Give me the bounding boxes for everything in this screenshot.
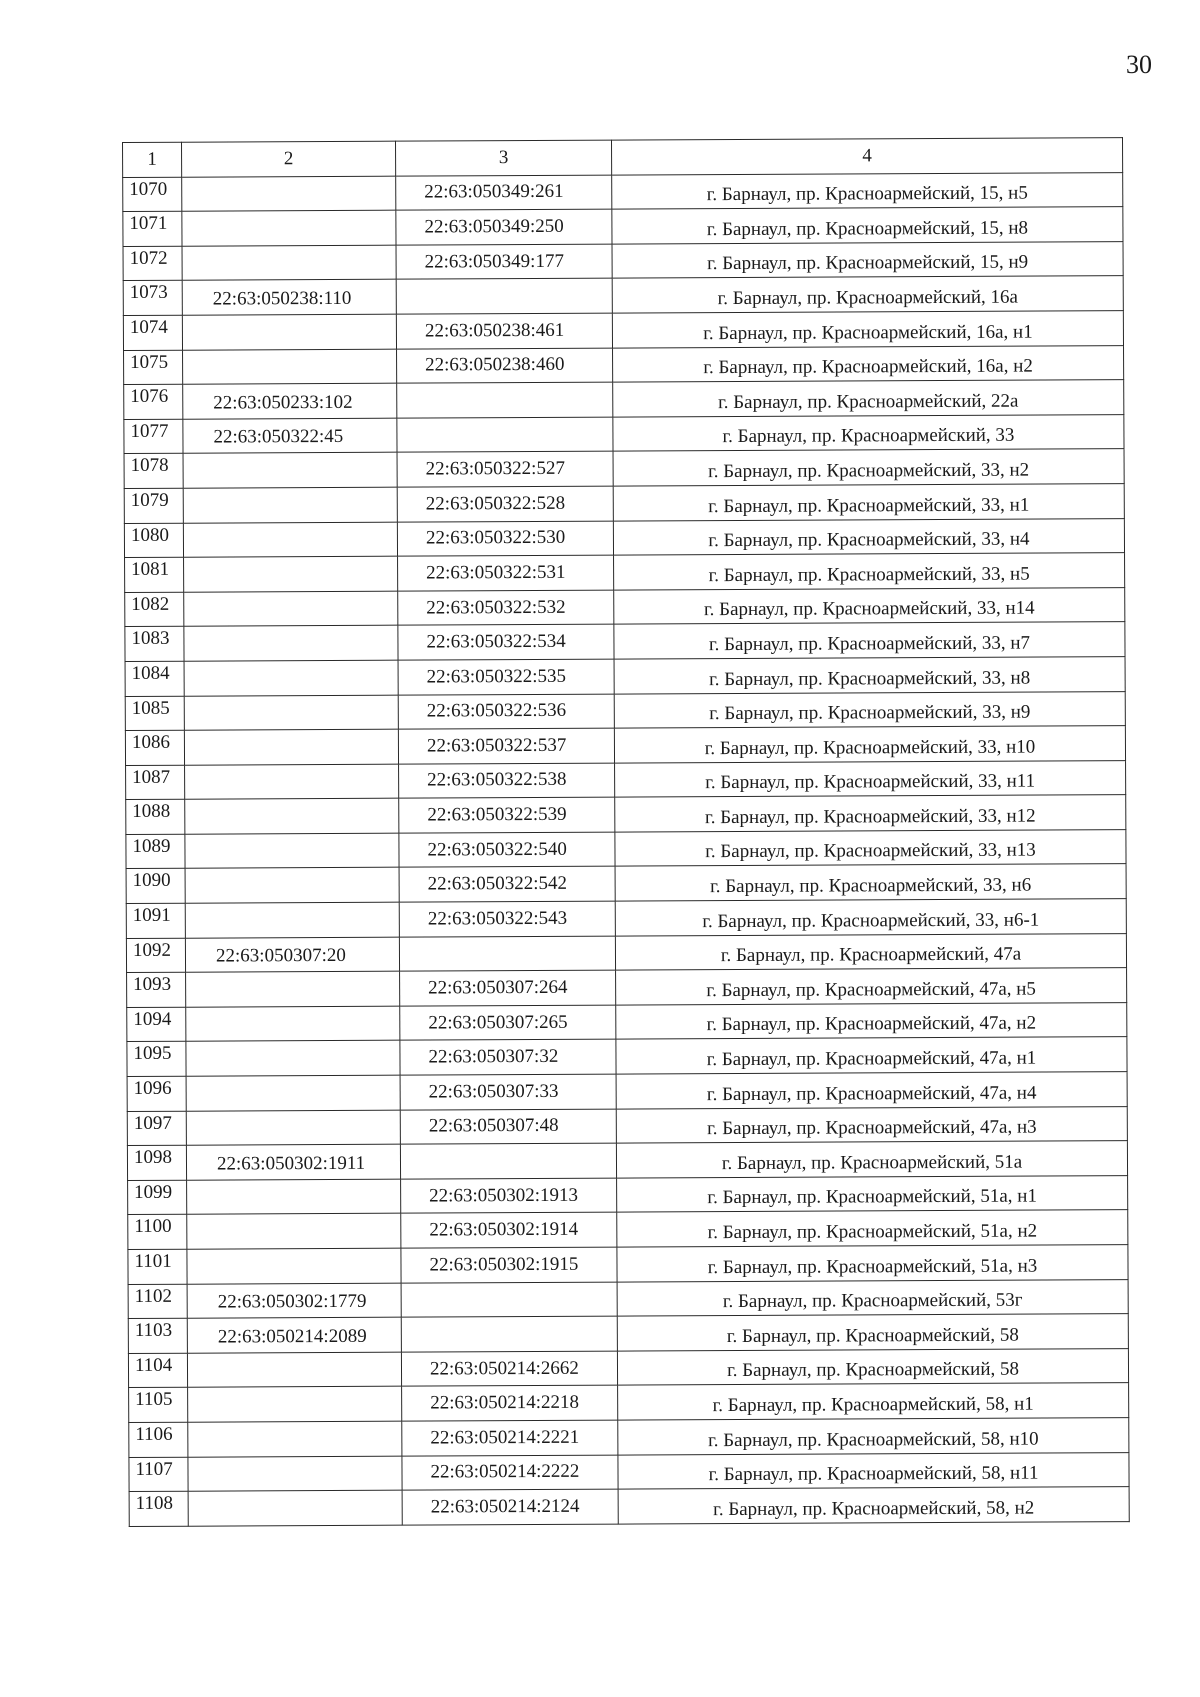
address-cell: г. Барнаул, пр. Красноармейский, 33, н6	[615, 864, 1126, 901]
table-row	[127, 1141, 1127, 1180]
address-cell: г. Барнаул, пр. Красноармейский, 33, н6-1	[615, 899, 1126, 936]
column-header-4: 4	[611, 138, 1122, 175]
table-row	[128, 1314, 1128, 1353]
address-cell: г. Барнаул, пр. Красноармейский, 16а, н2	[613, 345, 1124, 382]
table-row	[129, 1452, 1129, 1491]
cadastral-number-col2: 22:63:050307:20	[185, 937, 399, 973]
table-row	[124, 449, 1124, 488]
table-row	[127, 1106, 1127, 1145]
cadastral-number-col3: 22:63:050214:2222	[402, 1455, 618, 1491]
address-cell: г. Барнаул, пр. Красноармейский, 47а, н5	[616, 968, 1127, 1005]
cadastral-number-col3	[399, 936, 615, 972]
cadastral-number-col3: 22:63:050307:48	[400, 1109, 616, 1145]
address-cell: г. Барнаул, пр. Красноармейский, 58, н10	[618, 1418, 1129, 1455]
address-cell: г. Барнаул, пр. Красноармейский, 58, н11	[618, 1452, 1129, 1489]
cadastral-number-col2	[186, 1110, 400, 1146]
table-row	[127, 1037, 1127, 1076]
row-number: 1091	[126, 903, 185, 938]
table-row	[124, 518, 1124, 557]
registry-table	[122, 137, 1130, 1527]
row-number: 1094	[127, 1007, 186, 1042]
cadastral-number-col2	[186, 1006, 400, 1042]
address-cell: г. Барнаул, пр. Красноармейский, 16а, н1	[612, 311, 1123, 348]
table-row	[126, 899, 1126, 938]
table-row	[128, 1245, 1128, 1284]
table-row	[127, 1002, 1127, 1041]
row-number: 1092	[126, 938, 185, 973]
address-cell: г. Барнаул, пр. Красноармейский, 51а, н3	[617, 1245, 1128, 1282]
row-number: 1093	[127, 972, 186, 1007]
cadastral-number-col2	[185, 902, 399, 938]
cadastral-number-col2	[185, 764, 399, 800]
address-cell: г. Барнаул, пр. Красноармейский, 16а	[612, 276, 1123, 313]
address-cell: г. Барнаул, пр. Красноармейский, 33, н10	[614, 726, 1125, 763]
row-number: 1080	[124, 523, 183, 558]
address-cell: г. Барнаул, пр. Красноармейский, 33, н5	[614, 553, 1125, 590]
cadastral-number-col2	[183, 453, 397, 489]
row-number: 1088	[126, 799, 185, 834]
table-row	[124, 380, 1124, 419]
cadastral-number-col2	[183, 487, 397, 523]
cadastral-number-col2	[184, 591, 398, 627]
row-number: 1104	[128, 1353, 187, 1388]
address-cell: г. Барнаул, пр. Красноармейский, 47а, н1	[616, 1037, 1127, 1074]
table-row	[125, 657, 1125, 696]
row-number: 1077	[124, 419, 183, 454]
row-number: 1098	[127, 1145, 186, 1180]
cadastral-number-col3: 22:63:050214:2124	[402, 1489, 618, 1525]
row-number: 1108	[129, 1491, 188, 1526]
cadastral-number-col2: 22:63:050302:1779	[187, 1283, 401, 1319]
cadastral-number-col3: 22:63:050307:33	[400, 1074, 616, 1110]
table-row	[125, 553, 1125, 592]
row-number: 1096	[127, 1076, 186, 1111]
table-row	[128, 1175, 1128, 1214]
address-cell: г. Барнаул, пр. Красноармейский, 33, н7	[614, 622, 1125, 659]
row-number: 1070	[123, 177, 182, 212]
row-number: 1071	[123, 211, 182, 246]
row-number: 1075	[124, 350, 183, 385]
cadastral-number-col3: 22:63:050349:250	[396, 209, 612, 245]
address-cell: г. Барнаул, пр. Красноармейский, 15, н8	[612, 207, 1123, 244]
table-row	[127, 1072, 1127, 1111]
cadastral-number-col3: 22:63:050322:530	[397, 521, 613, 557]
cadastral-number-col2	[184, 695, 398, 731]
address-cell: г. Барнаул, пр. Красноармейский, 33, н12	[615, 795, 1126, 832]
cadastral-number-col2	[186, 971, 400, 1007]
cadastral-number-col3	[397, 382, 613, 418]
address-cell: г. Барнаул, пр. Красноармейский, 33, н1	[613, 484, 1124, 521]
table-row	[125, 726, 1125, 765]
table-row	[125, 622, 1125, 661]
cadastral-number-col2	[187, 1214, 401, 1250]
row-number: 1101	[128, 1249, 187, 1284]
cadastral-number-col2	[187, 1179, 401, 1215]
cadastral-number-col2	[185, 798, 399, 834]
cadastral-number-col3: 22:63:050307:264	[400, 970, 616, 1006]
table-row	[123, 241, 1123, 280]
row-number: 1084	[125, 661, 184, 696]
cadastral-number-col3: 22:63:050238:461	[396, 313, 612, 349]
row-number: 1081	[125, 557, 184, 592]
row-number: 1089	[126, 834, 185, 869]
cadastral-number-col3	[401, 1316, 617, 1352]
row-number: 1102	[128, 1284, 187, 1319]
table-row	[128, 1348, 1128, 1387]
cadastral-number-col3: 22:63:050322:532	[398, 590, 614, 626]
table-row	[123, 276, 1123, 315]
cadastral-number-col2: 22:63:050322:45	[183, 418, 397, 454]
address-cell: г. Барнаул, пр. Красноармейский, 33, н11	[615, 760, 1126, 797]
row-number: 1090	[126, 869, 185, 904]
row-number: 1106	[129, 1422, 188, 1457]
address-cell: г. Барнаул, пр. Красноармейский, 15, н9	[612, 241, 1123, 278]
cadastral-number-col2	[182, 245, 396, 281]
row-number: 1087	[126, 765, 185, 800]
page-number: 30	[1126, 50, 1152, 79]
table-row	[128, 1279, 1128, 1318]
cadastral-number-col2	[188, 1421, 402, 1457]
row-number: 1095	[127, 1042, 186, 1077]
address-cell: г. Барнаул, пр. Красноармейский, 22а	[613, 380, 1124, 417]
cadastral-number-col2	[182, 314, 396, 350]
cadastral-number-col3: 22:63:050322:537	[398, 728, 614, 764]
address-cell: г. Барнаул, пр. Красноармейский, 58, н2	[618, 1487, 1129, 1524]
address-cell: г. Барнаул, пр. Красноармейский, 58, н1	[618, 1383, 1129, 1420]
cadastral-number-col2: 22:63:050233:102	[183, 383, 397, 419]
cadastral-number-col3: 22:63:050238:460	[397, 348, 613, 384]
cadastral-number-col3: 22:63:050322:536	[398, 694, 614, 730]
table-row	[123, 172, 1123, 211]
cadastral-number-col3: 22:63:050322:527	[397, 451, 613, 487]
address-cell: г. Барнаул, пр. Красноармейский, 33, н8	[614, 657, 1125, 694]
table-header-row	[123, 138, 1123, 177]
cadastral-number-col2	[183, 522, 397, 558]
table-row	[125, 587, 1125, 626]
address-cell: г. Барнаул, пр. Красноармейский, 47а, н3	[616, 1106, 1127, 1143]
table-row	[129, 1487, 1129, 1526]
cadastral-number-col2	[183, 349, 397, 385]
address-cell: г. Барнаул, пр. Красноармейский, 53г	[617, 1279, 1128, 1316]
cadastral-number-col3: 22:63:050214:2221	[402, 1420, 618, 1456]
cadastral-number-col2	[186, 1075, 400, 1111]
cadastral-number-col3: 22:63:050214:2662	[401, 1351, 617, 1387]
address-cell: г. Барнаул, пр. Красноармейский, 47а	[615, 933, 1126, 970]
row-number: 1072	[123, 246, 182, 281]
cadastral-number-col2	[185, 868, 399, 904]
row-number: 1099	[128, 1180, 187, 1215]
cadastral-number-col3: 22:63:050307:32	[400, 1040, 616, 1076]
row-number: 1073	[123, 281, 182, 316]
address-cell: г. Барнаул, пр. Красноармейский, 33, н2	[613, 449, 1124, 486]
cadastral-number-col3: 22:63:050302:1913	[401, 1178, 617, 1214]
cadastral-number-col2	[184, 660, 398, 696]
table-row	[124, 484, 1124, 523]
cadastral-number-col3: 22:63:050322:540	[399, 832, 615, 868]
row-number: 1103	[128, 1318, 187, 1353]
cadastral-number-col2	[185, 833, 399, 869]
table-row	[123, 207, 1123, 246]
table-row	[129, 1418, 1129, 1457]
cadastral-number-col2	[188, 1490, 402, 1526]
cadastral-number-col3	[400, 1143, 616, 1179]
address-cell: г. Барнаул, пр. Красноармейский, 51а, н2	[617, 1210, 1128, 1247]
table-row	[127, 968, 1127, 1007]
address-cell: г. Барнаул, пр. Красноармейский, 58	[617, 1348, 1128, 1385]
cadastral-number-col2	[182, 176, 396, 212]
table-row	[124, 345, 1124, 384]
row-number: 1079	[124, 488, 183, 523]
cadastral-number-col2: 22:63:050302:1911	[186, 1144, 400, 1180]
cadastral-number-col2	[184, 556, 398, 592]
address-cell: г. Барнаул, пр. Красноармейский, 33	[613, 414, 1124, 451]
table-row	[126, 795, 1126, 834]
table-row	[128, 1210, 1128, 1249]
address-cell: г. Барнаул, пр. Красноармейский, 51а	[616, 1141, 1127, 1178]
cadastral-number-col2	[187, 1352, 401, 1388]
cadastral-number-col3: 22:63:050349:261	[396, 175, 612, 211]
column-header-2: 2	[182, 141, 396, 177]
cadastral-number-col3: 22:63:050307:265	[400, 1005, 616, 1041]
cadastral-number-col2: 22:63:050214:2089	[187, 1317, 401, 1353]
table-row	[124, 414, 1124, 453]
cadastral-number-col3: 22:63:050322:539	[399, 797, 615, 833]
cadastral-number-col3: 22:63:050322:534	[398, 624, 614, 660]
cadastral-number-col3: 22:63:050322:542	[399, 867, 615, 903]
cadastral-number-col2	[186, 1041, 400, 1077]
cadastral-number-col2	[184, 625, 398, 661]
address-cell: г. Барнаул, пр. Красноармейский, 15, н5	[612, 172, 1123, 209]
cadastral-number-col3: 22:63:050302:1914	[401, 1213, 617, 1249]
row-number: 1078	[124, 454, 183, 489]
address-cell: г. Барнаул, пр. Красноармейский, 33, н13	[615, 829, 1126, 866]
column-header-3: 3	[395, 140, 611, 176]
cadastral-number-col2: 22:63:050238:110	[182, 280, 396, 316]
table-row	[125, 691, 1125, 730]
address-cell: г. Барнаул, пр. Красноармейский, 47а, н2	[616, 1002, 1127, 1039]
address-cell: г. Барнаул, пр. Красноармейский, 33, н9	[614, 691, 1125, 728]
cadastral-number-col3	[397, 417, 613, 453]
cadastral-number-col3: 22:63:050322:531	[398, 555, 614, 591]
cadastral-number-col3: 22:63:050349:177	[396, 244, 612, 280]
cadastral-number-col3: 22:63:050214:2218	[402, 1385, 618, 1421]
row-number: 1086	[125, 730, 184, 765]
cadastral-number-col3: 22:63:050322:528	[397, 486, 613, 522]
row-number: 1107	[129, 1457, 188, 1492]
table-row	[126, 829, 1126, 868]
cadastral-number-col2	[188, 1387, 402, 1423]
address-cell: г. Барнаул, пр. Красноармейский, 33, н14	[614, 587, 1125, 624]
address-cell: г. Барнаул, пр. Красноармейский, 58	[617, 1314, 1128, 1351]
address-cell: г. Барнаул, пр. Красноармейский, 33, н4	[613, 518, 1124, 555]
table-row	[129, 1383, 1129, 1422]
cadastral-number-col3: 22:63:050322:543	[399, 901, 615, 937]
row-number: 1076	[124, 384, 183, 419]
cadastral-number-col3	[401, 1282, 617, 1318]
cadastral-number-col2	[184, 729, 398, 765]
row-number: 1074	[123, 315, 182, 350]
cadastral-number-col3: 22:63:050322:538	[399, 763, 615, 799]
table-row	[123, 311, 1123, 350]
cadastral-number-col2	[182, 210, 396, 246]
column-header-1: 1	[123, 142, 182, 177]
table-row	[126, 864, 1126, 903]
row-number: 1083	[125, 627, 184, 662]
row-number: 1082	[125, 592, 184, 627]
cadastral-number-col3: 22:63:050322:535	[398, 659, 614, 695]
cadastral-number-col3: 22:63:050302:1915	[401, 1247, 617, 1283]
row-number: 1085	[125, 696, 184, 731]
cadastral-number-col2	[187, 1248, 401, 1284]
cadastral-number-col3	[396, 278, 612, 314]
row-number: 1097	[127, 1111, 186, 1146]
row-number: 1105	[129, 1388, 188, 1423]
table-row	[126, 760, 1126, 799]
address-cell: г. Барнаул, пр. Красноармейский, 47а, н4	[616, 1072, 1127, 1109]
table-body	[123, 172, 1130, 1526]
table-row	[126, 933, 1126, 972]
row-number: 1100	[128, 1215, 187, 1250]
address-cell: г. Барнаул, пр. Красноармейский, 51а, н1	[617, 1175, 1128, 1212]
cadastral-number-col2	[188, 1456, 402, 1492]
